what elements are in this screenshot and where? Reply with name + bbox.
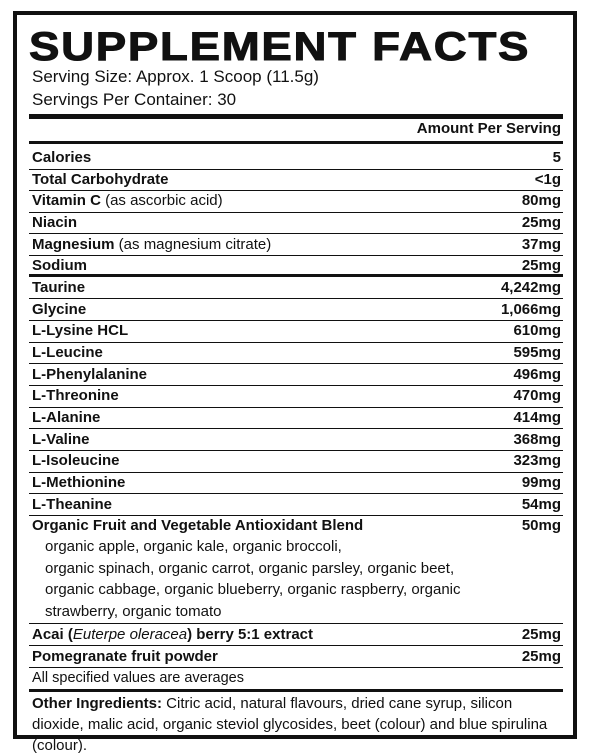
supplement-facts-panel (13, 11, 577, 754)
other-ingredients-text: Citric acid, natural flavours, dried cane syrup, silicon dioxide, malic acid, organic steviol glycosides, beet (colour) and blue spirulina (colour). (32, 695, 548, 754)
thick-divider (29, 689, 563, 692)
ingredient-row-l-phenylalanine: L-Phenylalanine 496mg (32, 365, 561, 383)
ingredient-row-l-leucine: L-Leucine 595mg (32, 343, 561, 361)
divider (29, 667, 563, 668)
ingredient-row-antioxidant-blend: Organic Fruit and Vegetable Antioxidant Blend 50mg (32, 516, 561, 534)
nutrient-row-sodium: Sodium 25mg (32, 256, 561, 274)
nutrient-row-total-carbohydrate: Total Carbohydrate <1g (32, 170, 561, 188)
ingredient-row-glycine: Glycine 1,066mg (32, 300, 561, 318)
serving-size: Serving Size: Approx. 1 Scoop (11.5g) (32, 67, 319, 86)
blend-line: organic cabbage, organic blueberry, organic raspberry, organic (45, 581, 461, 598)
other-ingredients (32, 693, 561, 756)
ingredient-row-l-alanine: L-Alanine 414mg (32, 408, 561, 426)
amount-per-serving-header: Amount Per Serving (416, 120, 561, 137)
other-ingredients-label: Other Ingredients: (32, 695, 163, 712)
nutrient-row-vitamin-c: Vitamin C (as ascorbic acid) 80mg (32, 191, 561, 209)
blend-line: organic apple, organic kale, organic broccoli, (45, 538, 342, 555)
ingredient-row-l-valine: L-Valine 368mg (32, 430, 561, 448)
ingredient-row-l-theanine: L-Theanine 54mg (32, 495, 561, 513)
nutrient-row-calories: Calories 5 (32, 148, 561, 166)
ingredient-row-acai: Acai (Euterpe oleracea) berry 5:1 extract 25mg (32, 625, 561, 643)
ingredient-row-l-isoleucine: L-Isoleucine 323mg (32, 451, 561, 469)
averages-note: All specified values are averages (32, 670, 244, 686)
thick-divider (29, 141, 563, 144)
ingredient-row-l-threonine: L-Threonine 470mg (32, 386, 561, 404)
blend-line: organic spinach, organic carrot, organic parsley, organic beet, (45, 560, 455, 577)
ingredient-row-pomegranate: Pomegranate fruit powder 25mg (32, 647, 561, 665)
ingredient-row-l-lysine-hcl: L-Lysine HCL 610mg (32, 321, 561, 339)
ingredient-row-taurine: Taurine 4,242mg (32, 278, 561, 296)
panel-title: SUPPLEMENT FACTS (29, 25, 531, 69)
blend-line: strawberry, organic tomato (45, 603, 222, 620)
servings-per-container: Servings Per Container: 30 (32, 90, 237, 109)
ingredient-row-l-methionine: L-Methionine 99mg (32, 473, 561, 491)
thick-divider (29, 114, 563, 119)
nutrient-row-magnesium: Magnesium (as magnesium citrate) 37mg (32, 235, 561, 253)
nutrient-row-niacin: Niacin 25mg (32, 213, 561, 231)
